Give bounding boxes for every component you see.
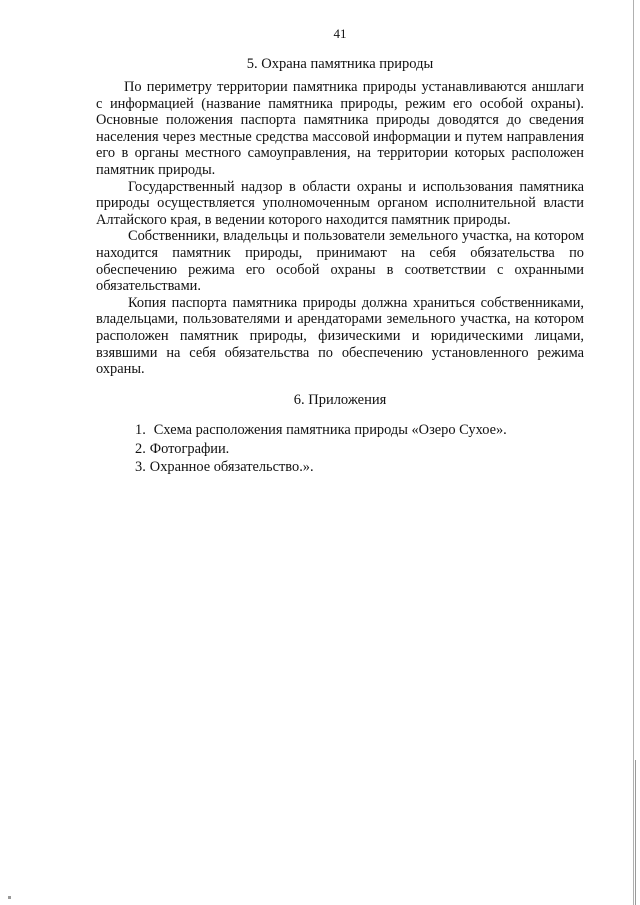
scan-edge-line-lower xyxy=(635,760,636,905)
paragraph-state-supervision: Государственный надзор в области охраны и использования памятника природы осуществляется уполномоченным органом исполнительной власти Алтайского края, в ведении которого находится памятник природы. xyxy=(96,178,584,228)
paragraph-signage: По периметру территории памятника природы устанавливаются аншлаги с информацией (название памятника природы, режим его особой охраны). Основные положения паспорта памятника природы доводятся до сведения населения через местные средства массовой информации и путем направления его в органы местного самоуправления, на территории которых расположен памятник природы. xyxy=(96,79,584,178)
scan-edge-line xyxy=(633,0,634,905)
list-item-text: Охранное обязательство.». xyxy=(149,459,314,475)
list-item xyxy=(135,458,507,477)
appendix-list xyxy=(135,421,507,477)
section-6-heading: 6. Приложения xyxy=(293,392,387,408)
list-item xyxy=(135,440,507,459)
section-5-body xyxy=(96,79,584,378)
list-item xyxy=(135,421,507,440)
section-5-heading: 5. Охрана памятника природы xyxy=(246,56,434,72)
scan-artifact-mark xyxy=(8,896,11,899)
paragraph-owners-obligations: Собственники, владельцы и пользователи земельного участка, на котором находится памятник природы, принимают на себя обязательства по обеспечению режима его особой охраны в соответствии с охранными обязательствами. xyxy=(96,228,584,295)
list-item-number: 1. xyxy=(135,422,146,438)
list-item-text: Фотографии. xyxy=(149,440,230,457)
paragraph-passport-copy: Копия паспорта памятника природы должна храниться собственниками, владельцами, пользователями и арендаторами земельного участка, на котором расположен памятник природы, физическими и юридическими лицами, взявшими на себя обязательства по обеспечению установленного режима охраны. xyxy=(96,294,584,378)
list-item-number: 2. xyxy=(135,440,146,457)
list-item-text: Схема расположения памятника природы «Озеро Сухое». xyxy=(153,422,507,438)
list-item-number: 3. xyxy=(135,459,146,475)
page-number: 41 xyxy=(333,26,347,41)
